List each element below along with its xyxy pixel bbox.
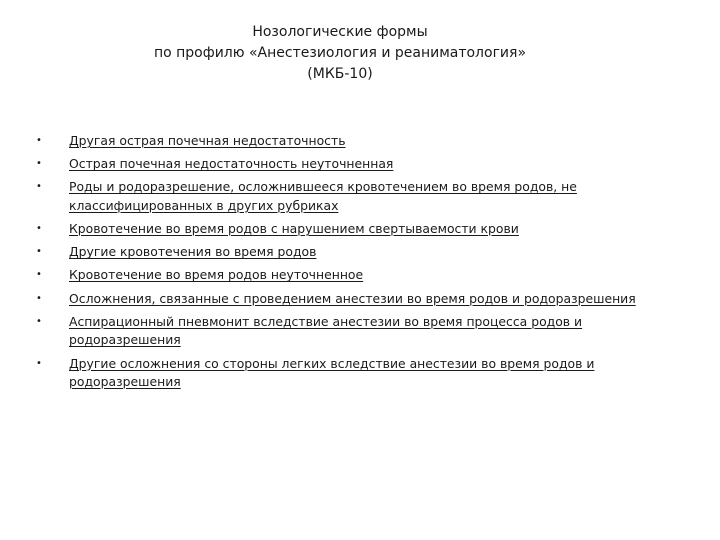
title-line-1: Нозологические формы [252, 24, 428, 40]
nosology-link[interactable]: Другая острая почечная недостаточность [69, 133, 346, 148]
bullet-icon: • [36, 269, 42, 281]
bullet-icon: • [36, 315, 42, 327]
nosology-link[interactable]: Кровотечение во время родов неуточненное [69, 267, 364, 283]
list-item [36, 313, 684, 350]
list-item [36, 290, 684, 309]
nosology-link[interactable]: Аспирационный пневмонит вследствие анестезии во время процесса родов и родоразрешения [69, 313, 583, 348]
bullet-icon: • [36, 223, 42, 235]
bullet-icon: • [36, 181, 42, 193]
nosology-list [36, 132, 684, 396]
bullet-icon: • [36, 292, 42, 304]
nosology-link[interactable]: Другие кровотечения во время родов [69, 244, 317, 260]
list-item [36, 220, 684, 239]
nosology-link[interactable]: Кровотечение во время родов с нарушением свертываемости крови [69, 221, 519, 237]
title-line-3: (МКБ-10) [307, 66, 373, 82]
list-item [36, 155, 684, 174]
bullet-icon: • [36, 357, 42, 369]
nosology-link[interactable]: Острая почечная недостаточность неуточненная [69, 156, 394, 172]
bullet-icon: • [36, 246, 42, 258]
list-item [36, 243, 684, 262]
page-title [0, 22, 680, 85]
nosology-link[interactable]: Другие осложнения со стороны легких вследствие анестезии во время родов и родоразрешения [69, 355, 595, 389]
list-item [36, 355, 684, 392]
bullet-icon: • [36, 158, 42, 170]
list-item [36, 266, 684, 285]
bullet-icon: • [36, 135, 42, 146]
title-line-2: по профилю «Анестезиология и реаниматология» [153, 45, 527, 61]
list-item [36, 132, 684, 151]
list-item [36, 178, 684, 215]
nosology-link[interactable]: Роды и родоразрешение, осложнившееся кровотечением во время родов, не классифицированных в других рубриках [69, 179, 577, 213]
nosology-link[interactable]: Осложнения, связанные с проведением анестезии во время родов и родоразрешения [69, 290, 636, 306]
